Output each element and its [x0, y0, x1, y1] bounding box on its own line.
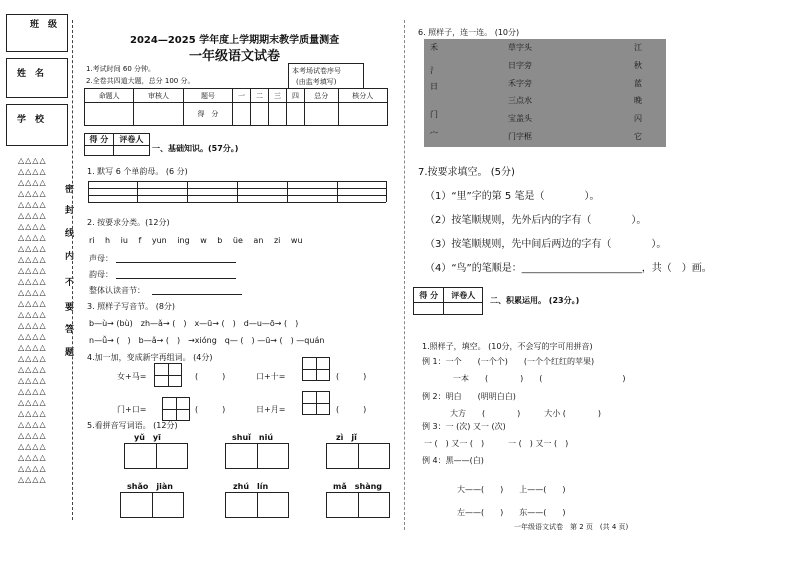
radical-left: 氵	[430, 66, 438, 75]
section1-score-label: 得 分	[85, 134, 114, 146]
target-char: 秋	[634, 61, 642, 70]
pinyin-6: mǎ shàng	[333, 482, 383, 491]
q7-item-1: （1）“里”字的第 5 笔是（ ）。	[425, 191, 600, 202]
q2-zhengti-answer[interactable]	[152, 294, 242, 295]
q4-d-answer: ( )	[336, 405, 367, 414]
radical-name: 门字框	[508, 132, 532, 141]
pinyin-2: shuǐ niú	[232, 433, 274, 442]
pinyin-answer-box[interactable]	[326, 443, 390, 469]
section2-score-box	[413, 287, 483, 315]
score-table-header: 三	[269, 89, 287, 103]
score-table-header: 核分人	[338, 89, 387, 103]
score-table-header: 审核人	[134, 89, 183, 103]
example-1: 例 1：一个 (一个个) (一个个红红的苹果)	[422, 357, 595, 366]
seal-line	[72, 20, 73, 520]
q4-c-answer: ( )	[195, 405, 226, 414]
school-label: 学 校	[17, 115, 45, 125]
q3-label: 3. 照样子写音节。 (8分)	[87, 302, 176, 311]
example-3: 例 3：一 (次) 又一 (次)	[422, 422, 506, 431]
pinyin-answer-box[interactable]	[120, 492, 184, 518]
q3-row-1: b—ù→ (bù) zh—ǎ→ ( ) x—ū→ ( ) d—u—ō→ ( )	[89, 319, 299, 328]
page-footer: 一年级语文试卷 第 2 页 (共 4 页)	[514, 523, 629, 531]
score-cell[interactable]	[134, 103, 183, 126]
target-char: 它	[634, 132, 642, 141]
q2-label: 2. 按要求分类。(12分)	[87, 218, 170, 227]
q4-a-answer: ( )	[195, 372, 226, 381]
score-table-header: 题号	[183, 89, 232, 103]
target-char: 江	[634, 43, 642, 52]
example-1-task: 一本 ( ) ( )	[453, 374, 626, 383]
q2-shengmu-label: 声母：	[89, 254, 113, 263]
exam-title: 2024—2025 学年度上学期期末教学质量测查	[130, 35, 340, 46]
seal-char-2: 封	[65, 206, 75, 216]
pinyin-answer-box[interactable]	[225, 443, 289, 469]
score-row-label: 得 分	[183, 103, 232, 126]
example-2: 例 2：明白 (明明白白)	[422, 392, 516, 401]
exam-subtitle: 一年级语文试卷	[189, 49, 281, 64]
q2-zhengti-label: 整体认读音节：	[89, 286, 145, 295]
q2-shengmu-answer[interactable]	[116, 262, 236, 263]
q6-label: 6. 照样子，连一连。 (10分)	[418, 28, 520, 37]
example-3-task: 一 ( ) 又一 ( ) 一 ( ) 又一 ( )	[424, 439, 569, 448]
score-cell[interactable]	[85, 146, 114, 156]
class-label: 班 级	[30, 20, 58, 30]
q1-label: 1. 默写 6 个单韵母。 (6 分)	[87, 167, 188, 176]
pinyin-answer-box[interactable]	[124, 443, 188, 469]
radical-name: 日字旁	[508, 61, 532, 70]
seal-char-3: 线	[65, 229, 75, 239]
score-table-header: 一	[233, 89, 251, 103]
q5-label: 5.看拼音写词语。 (12分)	[87, 421, 178, 430]
score-cell[interactable]	[251, 103, 269, 126]
seal-char-4: 内	[65, 252, 75, 262]
radical-left: 门	[430, 110, 438, 119]
q7-item-2: （2）按笔顺规则，先外后内的字有（ ）。	[425, 215, 647, 226]
pinyin-1: yǔ yī	[134, 433, 161, 442]
score-cell[interactable]	[269, 103, 287, 126]
writing-grid[interactable]	[302, 357, 330, 381]
reviewer-cell[interactable]	[444, 303, 483, 315]
pinyin-answer-box[interactable]	[225, 492, 289, 518]
score-table-header: 四	[286, 89, 304, 103]
pinyin-answer-box[interactable]	[326, 492, 390, 518]
example-4-task-1: 大——( ) 上——( )	[457, 485, 566, 494]
q2-yunmu-label: 韵母：	[89, 270, 113, 279]
radical-name: 三点水	[508, 96, 532, 105]
section2-reviewer-label: 评卷人	[444, 288, 483, 303]
writing-grid[interactable]	[162, 397, 190, 421]
seal-char-8: 题	[65, 348, 75, 358]
radical-left: 日	[430, 82, 438, 91]
school-field[interactable]	[6, 104, 68, 146]
target-char: 蓝	[634, 79, 642, 88]
q4-d: 日+月=	[256, 405, 286, 414]
score-cell[interactable]	[286, 103, 304, 126]
score-cell[interactable]	[85, 103, 134, 126]
q7-item-4: （4）“鸟”的笔顺是：________________________，共（ ）画。	[425, 263, 712, 274]
writing-grid[interactable]	[154, 363, 182, 387]
section2-title: 二、积累运用。 (23分。)	[490, 296, 580, 305]
q2-yunmu-answer[interactable]	[116, 278, 236, 279]
seat-number-sub: (由监考填写)	[296, 78, 337, 86]
q4-a: 女+马=	[117, 372, 147, 381]
score-table-header: 总分	[304, 89, 338, 103]
q2-letters: ri h iu f yun ing w b üe an zi wu	[89, 236, 303, 245]
score-table-header: 命题人	[85, 89, 134, 103]
score-cell[interactable]	[338, 103, 387, 126]
radical-name: 禾字旁	[508, 79, 532, 88]
pinyin-4: shǎo jiàn	[127, 482, 173, 491]
r1-label: 1.照样子，填空。 (10分，不会写的字可用拼音)	[422, 342, 593, 351]
reviewer-cell[interactable]	[113, 146, 149, 156]
writing-grid[interactable]	[302, 391, 330, 415]
section1-score-box	[84, 133, 150, 156]
section1-title: 一、基础知识。(57分。)	[152, 144, 239, 153]
q4-c: 门+口=	[117, 405, 147, 414]
q4-label: 4.加一加，变成新字再组词。 (4分)	[87, 353, 213, 362]
radical-left: 禾	[430, 43, 438, 52]
pinyin-5: zhú lín	[233, 482, 269, 491]
example-2-task: 大方 ( ) 大小 ( )	[450, 409, 602, 418]
radical-name: 草字头	[508, 43, 532, 52]
matching-photo	[424, 39, 666, 147]
score-cell[interactable]	[414, 303, 444, 315]
seal-char-1: 密	[65, 185, 75, 195]
seal-char-5: 不	[65, 278, 75, 288]
q4-b-answer: ( )	[336, 372, 367, 381]
name-label: 姓 名	[17, 69, 45, 79]
target-char: 晚	[634, 96, 642, 105]
score-cell[interactable]	[304, 103, 338, 126]
note-2: 2.全卷共四道大题，总分 100 分。	[86, 77, 195, 85]
pinyin-3: zì jǐ	[336, 433, 357, 442]
radical-left: 宀	[430, 130, 438, 139]
q4-b: 口+十=	[256, 372, 286, 381]
score-table-header: 二	[251, 89, 269, 103]
section1-reviewer-label: 评卷人	[113, 134, 149, 146]
score-cell[interactable]	[233, 103, 251, 126]
q7-label: 7.按要求填空。 (5分)	[418, 167, 515, 178]
section2-score-label: 得 分	[414, 288, 444, 303]
q7-item-3: （3）按笔顺规则，先中间后两边的字有（ ）。	[425, 239, 667, 250]
example-4-task-2: 左——( ) 东——( )	[457, 508, 566, 517]
example-4: 例 4：黑——(白)	[422, 456, 484, 465]
note-1: 1.考试时间 60 分钟。	[86, 65, 156, 73]
score-table	[84, 88, 388, 126]
q3-row-2: n—ǚ→ ( ) b—ǎ→ ( ) →xióng q— ( ) —ū→ ( ) —quán	[89, 336, 325, 345]
radical-name: 宝盖头	[508, 114, 532, 123]
seal-char-6: 要	[65, 303, 75, 313]
seat-number-label: 本考场试卷序号	[292, 67, 341, 75]
page-divider	[404, 20, 405, 530]
target-char: 闪	[634, 114, 642, 123]
seal-char-7: 答	[65, 325, 75, 335]
